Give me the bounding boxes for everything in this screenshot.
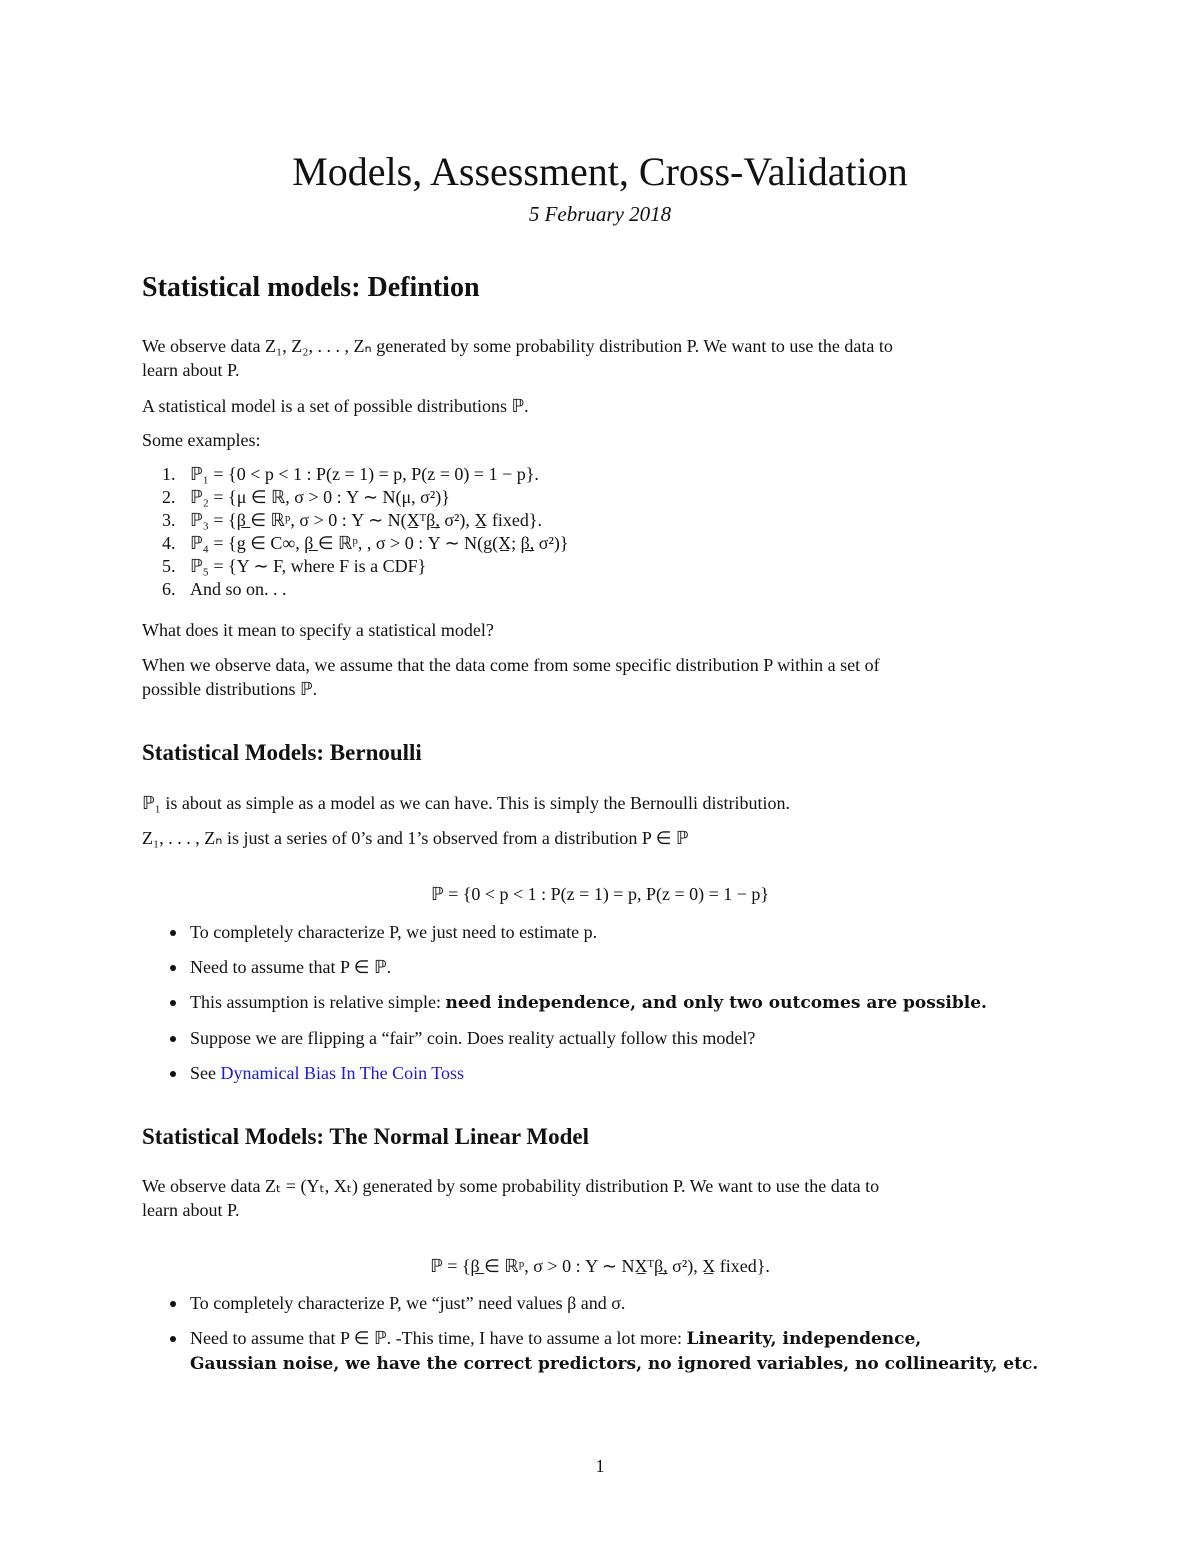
bullet-list xyxy=(168,920,1068,1096)
section-heading-normal-linear-model: Statistical Models: The Normal Linear Model xyxy=(142,1124,589,1149)
bullet-dot xyxy=(170,930,176,936)
bullet-dot xyxy=(170,1336,176,1342)
document-date: 5 February 2018 xyxy=(528,202,672,226)
paragraph: Some examples: xyxy=(142,430,261,450)
list-item: 1. ℙ₁ = {0 < p < 1 : P(z = 1) = p, P(z = 0) = 1 − p}. xyxy=(162,464,539,484)
paragraph: Z₁, . . . , Zₙ is just a series of 0’s and 1’s observed from a distribution P ∈ ℙ xyxy=(142,828,689,848)
list-item: To completely characterize P, we just need to estimate p. xyxy=(168,920,1068,944)
list-item: See Dynamical Bias In The Coin Toss xyxy=(168,1061,1068,1085)
paragraph xyxy=(142,334,1062,382)
text-line: possible distributions ℙ. xyxy=(142,679,318,699)
list-item: 3. ℙ₃ = {β̲ ∈ ℝᵖ, σ > 0 : Y ∼ N(X̲ᵀβ̲, σ²), X̲ fixed}. xyxy=(162,510,543,530)
text-line: When we observe data, we assume that the data come from some specific distribution P within a set of xyxy=(142,655,880,675)
bullet-dot xyxy=(170,965,176,971)
paragraph: ℙ₁ is about as simple as a model as we can have. This is simply the Bernoulli distribution. xyxy=(142,793,790,813)
list-item: 5. ℙ₅ = {Y ∼ F, where F is a CDF} xyxy=(162,556,427,576)
paragraph: A statistical model is a set of possible distributions ℙ. xyxy=(142,396,529,416)
text-line: learn about P. xyxy=(142,360,240,380)
list-item: Need to assume that P ∈ ℙ. -This time, I have to assume a lot more: Linearity, independence, Gaussian noise, we have the correct predictors, no ignored variables, no collinearity, etc. xyxy=(168,1326,1068,1376)
list-item: 2. ℙ₂ = {μ ∈ ℝ, σ > 0 : Y ∼ N(μ, σ²)} xyxy=(162,487,450,507)
bullet-dot xyxy=(170,1000,176,1006)
list-item: 6. And so on. . . xyxy=(162,579,287,599)
text-line: learn about P. xyxy=(142,1200,240,1220)
display-equation: ℙ = {0 < p < 1 : P(z = 1) = p, P(z = 0) = 1 − p} xyxy=(430,884,770,904)
list-item: This assumption is relative simple: need independence, and only two outcomes are possible. xyxy=(168,990,1068,1015)
paragraph xyxy=(142,1174,1062,1222)
list-item: Need to assume that P ∈ ℙ. xyxy=(168,955,1068,979)
list-item: To completely characterize P, we “just” need values β and σ. xyxy=(168,1291,1068,1315)
bullet-list xyxy=(168,1291,1068,1387)
coin-toss-link[interactable]: Dynamical Bias In The Coin Toss xyxy=(220,1063,465,1083)
section-heading-bernoulli: Statistical Models: Bernoulli xyxy=(142,740,422,765)
text-line: We observe data Zₜ = (Yₜ, Xₜ) generated by some probability distribution P. We want to use the data to xyxy=(142,1176,880,1196)
paragraph: What does it mean to specify a statistical model? xyxy=(142,620,494,640)
page-number: 1 xyxy=(595,1456,605,1476)
display-equation: ℙ = {β̲ ∈ ℝᵖ, σ > 0 : Y ∼ NX̲ᵀβ̲, σ²), X̲ fixed}. xyxy=(430,1256,770,1276)
document-title: Models, Assessment, Cross-Validation xyxy=(292,149,908,194)
bullet-dot xyxy=(170,1071,176,1077)
paragraph xyxy=(142,653,1062,701)
bullet-dot xyxy=(170,1301,176,1307)
section-heading-definition: Statistical models: Defintion xyxy=(142,272,480,303)
examples-list xyxy=(162,463,569,601)
bullet-dot xyxy=(170,1036,176,1042)
list-item: Suppose we are flipping a “fair” coin. Does reality actually follow this model? xyxy=(168,1026,1068,1050)
list-item: 4. ℙ₄ = {g ∈ C∞, β̲ ∈ ℝᵖ, , σ > 0 : Y ∼ N(g(X̲; β̲, σ²)} xyxy=(162,533,569,553)
text-line: We observe data Z₁, Z₂, . . . , Zₙ generated by some probability distribution P. We want to use the data to xyxy=(142,336,893,356)
